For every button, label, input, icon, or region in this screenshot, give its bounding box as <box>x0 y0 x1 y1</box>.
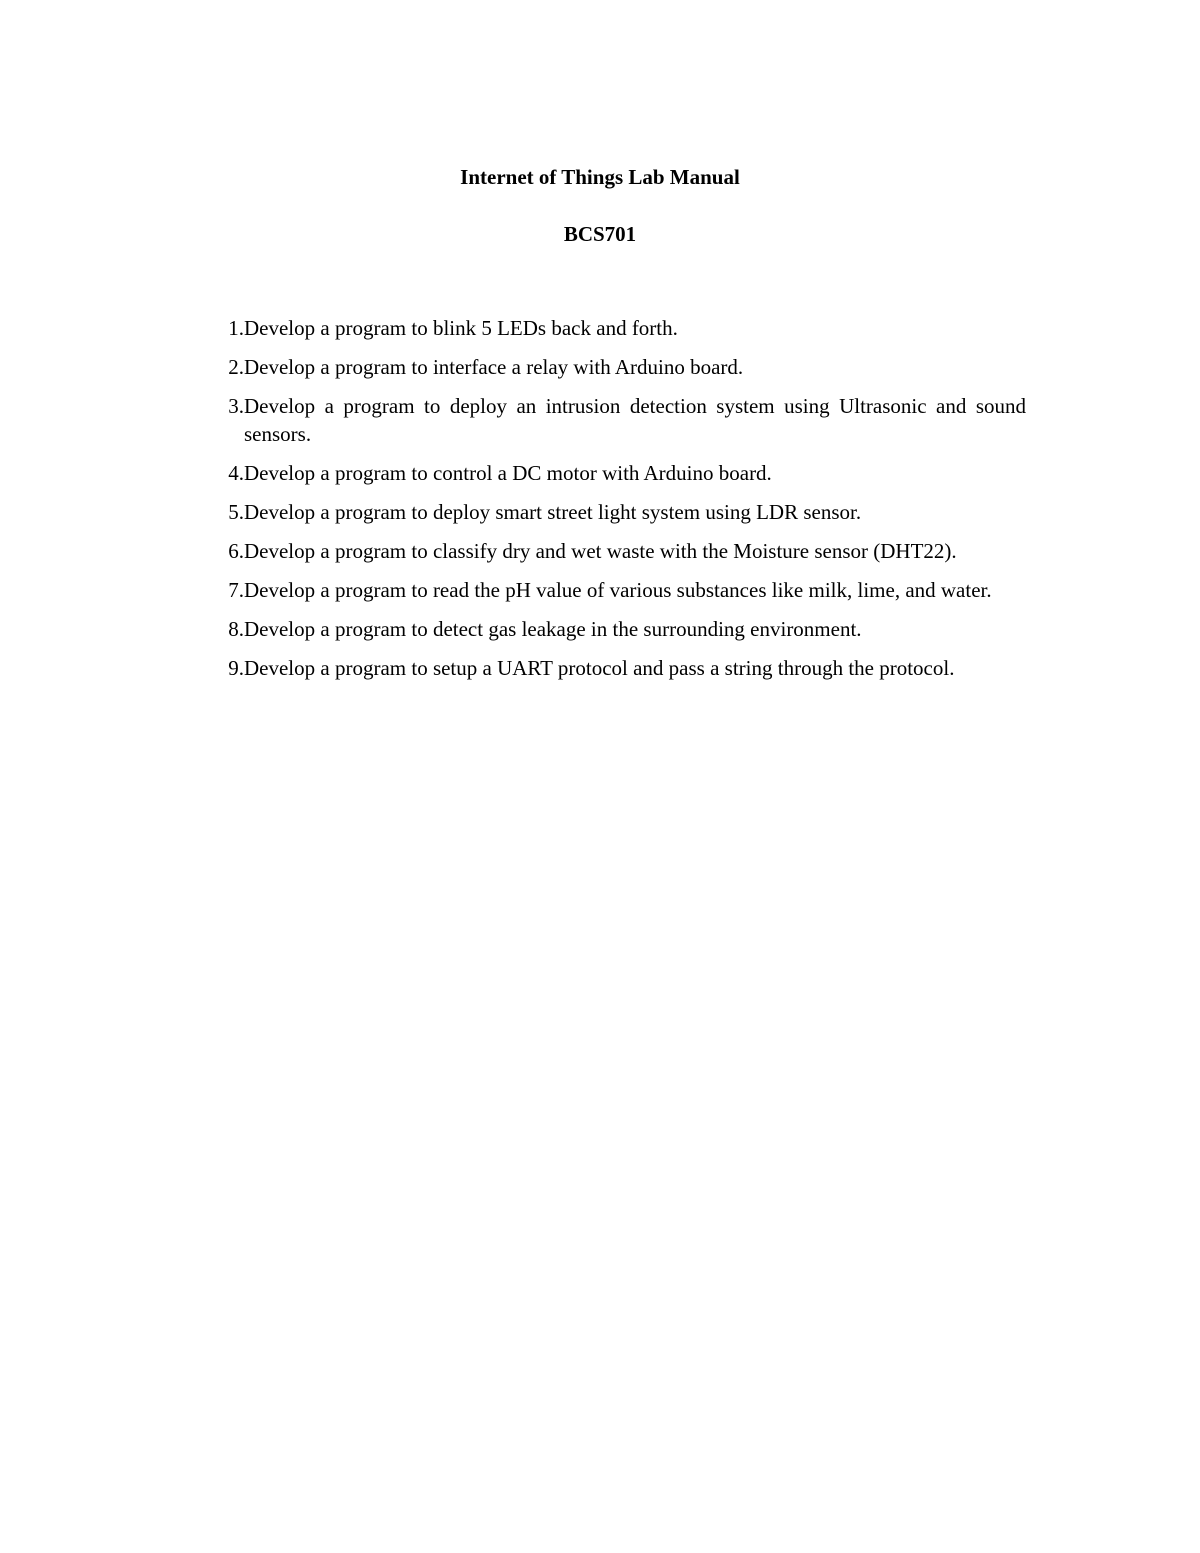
item-number: 6. <box>228 539 244 563</box>
list-item <box>200 498 1026 526</box>
course-code: BCS701 <box>563 222 637 246</box>
item-text: Develop a program to blink 5 LEDs back and forth. <box>244 316 678 340</box>
list-item <box>200 314 1026 342</box>
item-text: Develop a program to deploy an intrusion detection system using Ultrasonic and sound sensors. <box>244 394 1026 446</box>
item-number: 9. <box>228 656 244 680</box>
list-item <box>200 459 1026 487</box>
experiment-list <box>200 314 1026 693</box>
document-title: Internet of Things Lab Manual <box>460 165 740 189</box>
item-number: 5. <box>228 500 244 524</box>
item-text: Develop a program to detect gas leakage in the surrounding environment. <box>244 617 862 641</box>
item-number: 8. <box>228 617 244 641</box>
item-number: 1. <box>228 316 244 340</box>
list-item <box>200 392 1026 448</box>
item-number: 2. <box>228 355 244 379</box>
list-item <box>200 353 1026 381</box>
item-number: 7. <box>228 578 244 602</box>
item-text: Develop a program to read the pH value of various substances like milk, lime, and water. <box>244 578 992 602</box>
item-number: 3. <box>228 394 244 418</box>
item-text: Develop a program to deploy smart street light system using LDR sensor. <box>244 500 862 524</box>
item-text: Develop a program to setup a UART protocol and pass a string through the protocol. <box>244 656 955 680</box>
item-text: Develop a program to control a DC motor with Arduino board. <box>244 461 772 485</box>
list-item <box>200 615 1026 643</box>
list-item <box>200 654 1026 682</box>
list-item <box>200 537 1026 565</box>
item-text: Develop a program to interface a relay with Arduino board. <box>244 355 744 379</box>
item-number: 4. <box>228 461 244 485</box>
item-text: Develop a program to classify dry and wet waste with the Moisture sensor (DHT22). <box>244 539 957 563</box>
list-item <box>200 576 1026 604</box>
